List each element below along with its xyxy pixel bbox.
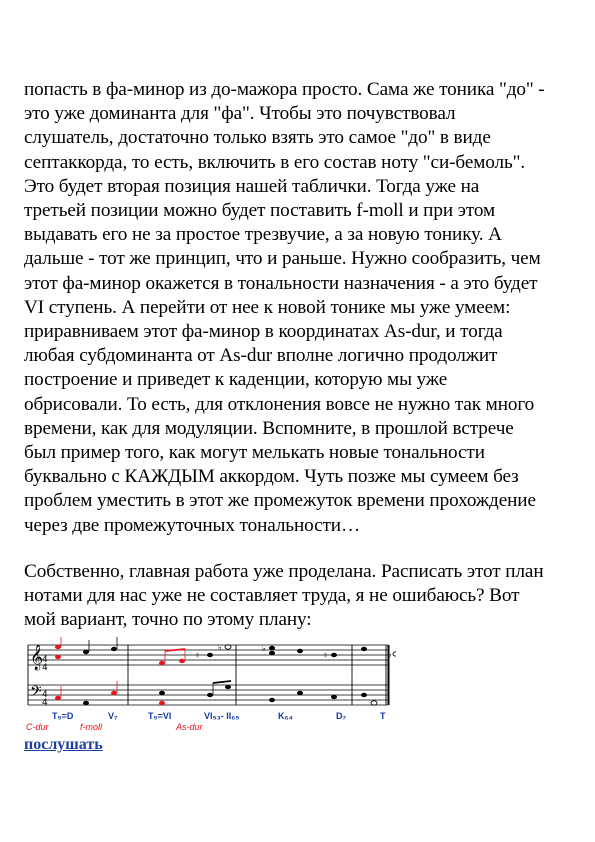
- document-body: [24, 78, 576, 632]
- text-line: попасть в фа-минор из до-мажора просто. Сама же тоника "до" -: [24, 79, 545, 100]
- text-line: был пример того, как могут мелькать новые тональности: [24, 442, 485, 464]
- svg-text:4: 4: [42, 663, 48, 673]
- text-line: выдавать его не за простое трезвучие, а за новую тонику. А: [24, 224, 502, 246]
- svg-text:♮: ♮: [196, 651, 199, 660]
- function-label: VI₅₃- II₆₅: [204, 711, 240, 721]
- text-line: VI ступень. А перейти от нее к новой тонике мы уже умеем:: [24, 296, 511, 318]
- svg-text:4: 4: [42, 655, 48, 665]
- text-line: времени, как для модуляции. Вспомните, в прошлой встрече: [24, 417, 514, 439]
- key-label: C-dur: [26, 722, 49, 732]
- svg-text:4: 4: [42, 690, 48, 700]
- function-label: T: [380, 711, 386, 721]
- key-signature: [42, 655, 48, 708]
- svg-text:♭: ♭: [262, 644, 266, 653]
- text-line: Это будет вторая позиция нашей таблички. Тогда уже на: [24, 175, 480, 197]
- svg-text:♭: ♭: [218, 643, 222, 652]
- text-line: Собственно, главная работа уже проделана. Расписать этот план: [24, 560, 544, 582]
- text-line: нотами для нас уже не составляет труда, я не ошибаюсь? Вот: [24, 585, 520, 607]
- svg-text:♭: ♭: [388, 650, 392, 659]
- text-line: приравниваем этот фа-минор в координатах As-dur, и тогда: [24, 321, 503, 343]
- treble-clef-icon: 𝄞: [30, 645, 44, 670]
- text-line: обрисовали. То есть, для отклонения вовсе не нужно так много: [24, 393, 535, 415]
- text-line: мой вариант, точно по этому плану:: [24, 609, 312, 631]
- text-line: это уже доминанта для "фа". Чтобы это почувствовал: [24, 103, 456, 125]
- text-line: третьей позиции можно будет поставить f-moll и при этом: [24, 200, 496, 222]
- text-line: септаккорда, то есть, включить в его состав ноту "си-бемоль".: [24, 151, 526, 173]
- function-label: K₆₄: [278, 711, 293, 721]
- paragraph-2: [24, 560, 576, 633]
- text-line: проблем уместить в этот же промежуток времени прохождение: [24, 490, 536, 512]
- harmonic-functions: [52, 711, 386, 721]
- text-line: этот фа-минор окажется в тональности назначения - а это будет: [24, 272, 538, 294]
- function-label: D₇: [336, 711, 347, 721]
- text-line: буквально с КАЖДЫМ аккордом. Чуть позже мы сумеем без: [24, 466, 519, 488]
- listen-link[interactable]: послушать: [24, 736, 103, 753]
- text-line: любая субдоминанта от As-dur вполне логично продолжит: [24, 345, 498, 367]
- svg-text:4: 4: [42, 698, 48, 708]
- music-score-image: [24, 637, 396, 737]
- text-line: дальше - тот же принцип, что и раньше. Нужно сообразить, чем: [24, 248, 541, 270]
- function-label: V₇: [108, 711, 118, 721]
- key-label: As-dur: [176, 722, 203, 732]
- function-label: T₅=VI: [148, 711, 172, 721]
- bass-clef-icon: 𝄢: [30, 683, 42, 704]
- key-labels: [26, 722, 204, 732]
- text-line: построение и приведет к каденции, которую мы уже: [24, 369, 448, 391]
- paragraph-1: [24, 78, 576, 538]
- function-label: T₅=D: [52, 711, 74, 721]
- svg-text:♮: ♮: [324, 651, 327, 660]
- text-line: через две промежуточных тональности…: [24, 514, 361, 536]
- text-line: слушатель, достаточно только взять это самое "до" в виде: [24, 127, 491, 149]
- key-label: f-moll: [80, 722, 102, 732]
